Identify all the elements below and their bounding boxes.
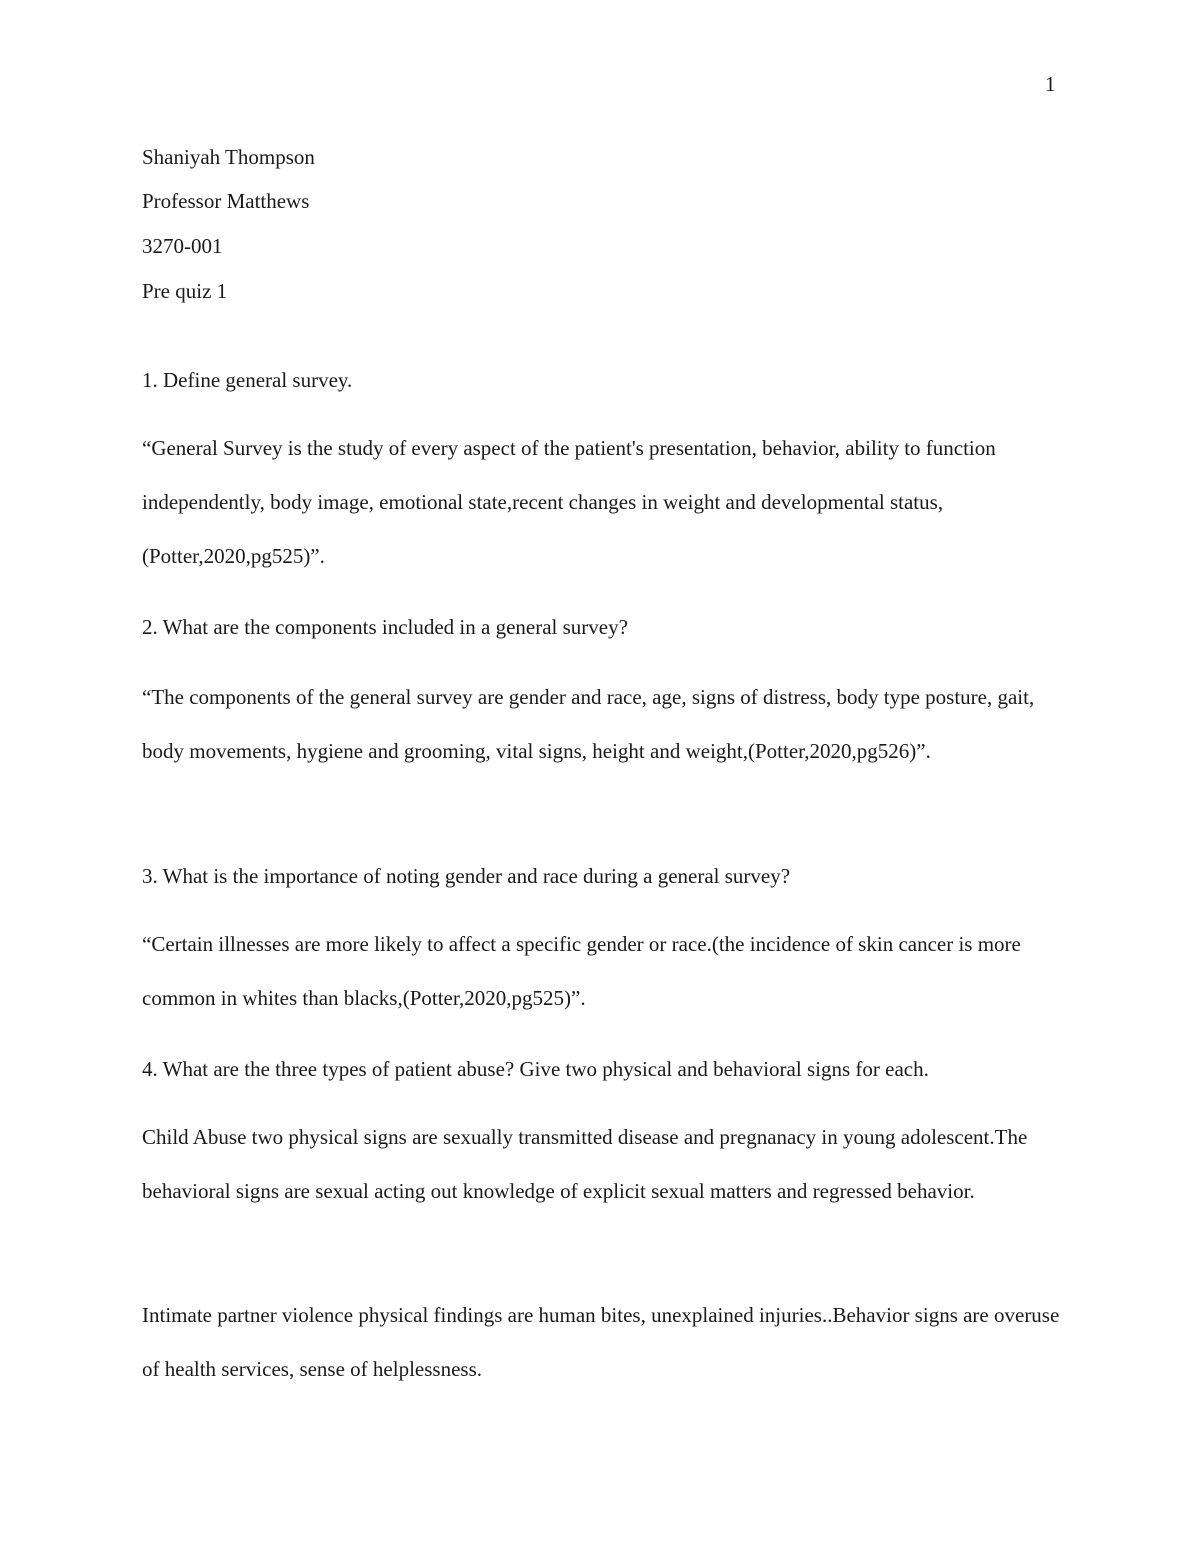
answer-3: “Certain illnesses are more likely to affect a specific gender or race.(the incidence of skin cancer is more common in whites than blacks,(Potter,2020,pg525)”. xyxy=(142,932,1021,1010)
question-1: 1. Define general survey. xyxy=(142,368,353,392)
course-number: 3270-001 xyxy=(142,234,223,258)
question-4: 4. What are the three types of patient abuse? Give two physical and behavioral signs for each. xyxy=(142,1057,929,1081)
question-2: 2. What are the components included in a general survey? xyxy=(142,615,628,639)
professor-name: Professor Matthews xyxy=(142,189,310,213)
answer-1: “General Survey is the study of every aspect of the patient's presentation, behavior, ability to function independently, body image, emotional state,recent changes in weight and developmental status,(Potter,2020,pg525)”. xyxy=(142,436,996,568)
answer-2: “The components of the general survey are gender and race, age, signs of distress, body type posture, gait, body movements, hygiene and grooming, vital signs, height and weight,(Potter,2020,pg526)”. xyxy=(142,685,1035,763)
student-name: Shaniyah Thompson xyxy=(142,145,315,169)
page-number: 1 xyxy=(1045,72,1056,96)
assignment-title: Pre quiz 1 xyxy=(142,279,228,303)
answer-4-intimate-partner-violence: Intimate partner violence physical findings are human bites, unexplained injuries..Behavior signs are overuse of health services, sense of helplessness. xyxy=(142,1303,1060,1381)
answer-4-child-abuse: Child Abuse two physical signs are sexually transmitted disease and pregnanacy in young adolescent.The behavioral signs are sexual acting out knowledge of explicit sexual matters and regressed behavior. xyxy=(142,1125,1028,1203)
question-3: 3. What is the importance of noting gender and race during a general survey? xyxy=(142,864,791,888)
